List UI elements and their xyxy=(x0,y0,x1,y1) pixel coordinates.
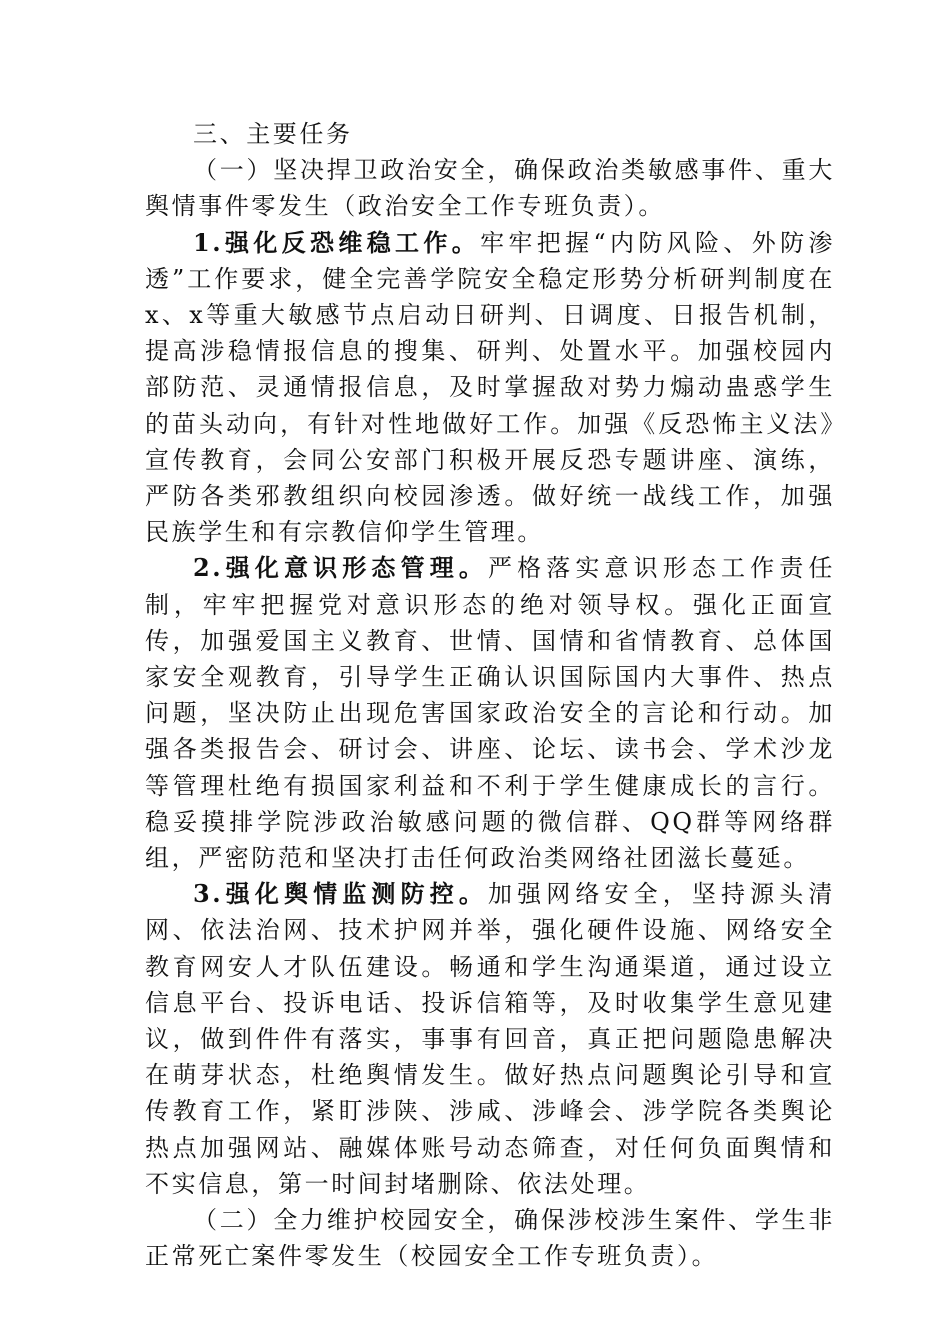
item-1-body: 牢牢把握“内防风险、外防渗透”工作要求，健全完善学院安全稳定形势分析研判制度在x、x等重大敏感节点启动日研判、日调度、日报告机制，提高涉稳情报信息的搜集、研判、处置水平。加强校园内部防范、灵通情报信息，及时掌握敌对势力煽动蛊惑学生的苗头动向，有针对性地做好工作。加强《反恐怖主义法》宣传教育，会同公安部门积极开展反恐专题讲座、演练，严防各类邪教组织向校园渗透。做好统一战线工作，加强民族学生和有宗教信仰学生管理。 xyxy=(145,228,836,547)
paragraph-item-1 xyxy=(145,225,835,551)
item-2-body: 严格落实意识形态工作责任制，牢牢把握党对意识形态的绝对领导权。强化正面宣传，加强爱国主义教育、世情、国情和省情教育、总体国家安全观教育，引导学生正确认识国际国内大事件、热点问题，坚决防止出现危害国家政治安全的言论和行动。加强各类报告会、研讨会、讲座、论坛、读书会、学术沙龙等管理杜绝有损国家利益和不利于学生健康成长的言行。稳妥摸排学院涉政治敏感问题的微信群、QQ群等网络群组，严密防范和坚决打击任何政治类网络社团滋长蔓延。 xyxy=(145,554,836,873)
item-3-title: 3.强化舆情监测防控。 xyxy=(193,879,488,909)
item-3-body: 加强网络安全，坚持源头清网、依法治网、技术护网并举，强化硬件设施、网络安全教育网安人才队伍建设。畅通和学生沟通渠道，通过设立信息平台、投诉电话、投诉信箱等，及时收集学生意见建议，做到件件有落实，事事有回音，真正把问题隐患解决在萌芽状态，杜绝舆情发生。做好热点问题舆论引导和宣传教育工作，紧盯涉陕、涉咸、涉峰会、涉学院各类舆论热点加强网站、融媒体账号动态筛查，对任何负面舆情和不实信息，第一时间封堵删除、依法处理。 xyxy=(145,880,836,1198)
subsection-heading-2: （二）全力维护校园安全，确保涉校涉生案件、学生非正常死亡案件零发生（校园安全工作专班负责）。 xyxy=(145,1206,835,1271)
document-body xyxy=(145,116,835,1275)
item-1-title: 1.强化反恐维稳工作。 xyxy=(193,227,481,257)
section-heading: 三、主要任务 xyxy=(193,120,353,148)
subsection-heading-1: （一）坚决捍卫政治安全，确保政治类敏感事件、重大舆情事件零发生（政治安全工作专班负责）。 xyxy=(145,156,835,221)
paragraph-item-3 xyxy=(145,876,835,1202)
paragraph-item-2 xyxy=(145,550,835,876)
item-2-title: 2.强化意识形态管理。 xyxy=(193,553,488,583)
